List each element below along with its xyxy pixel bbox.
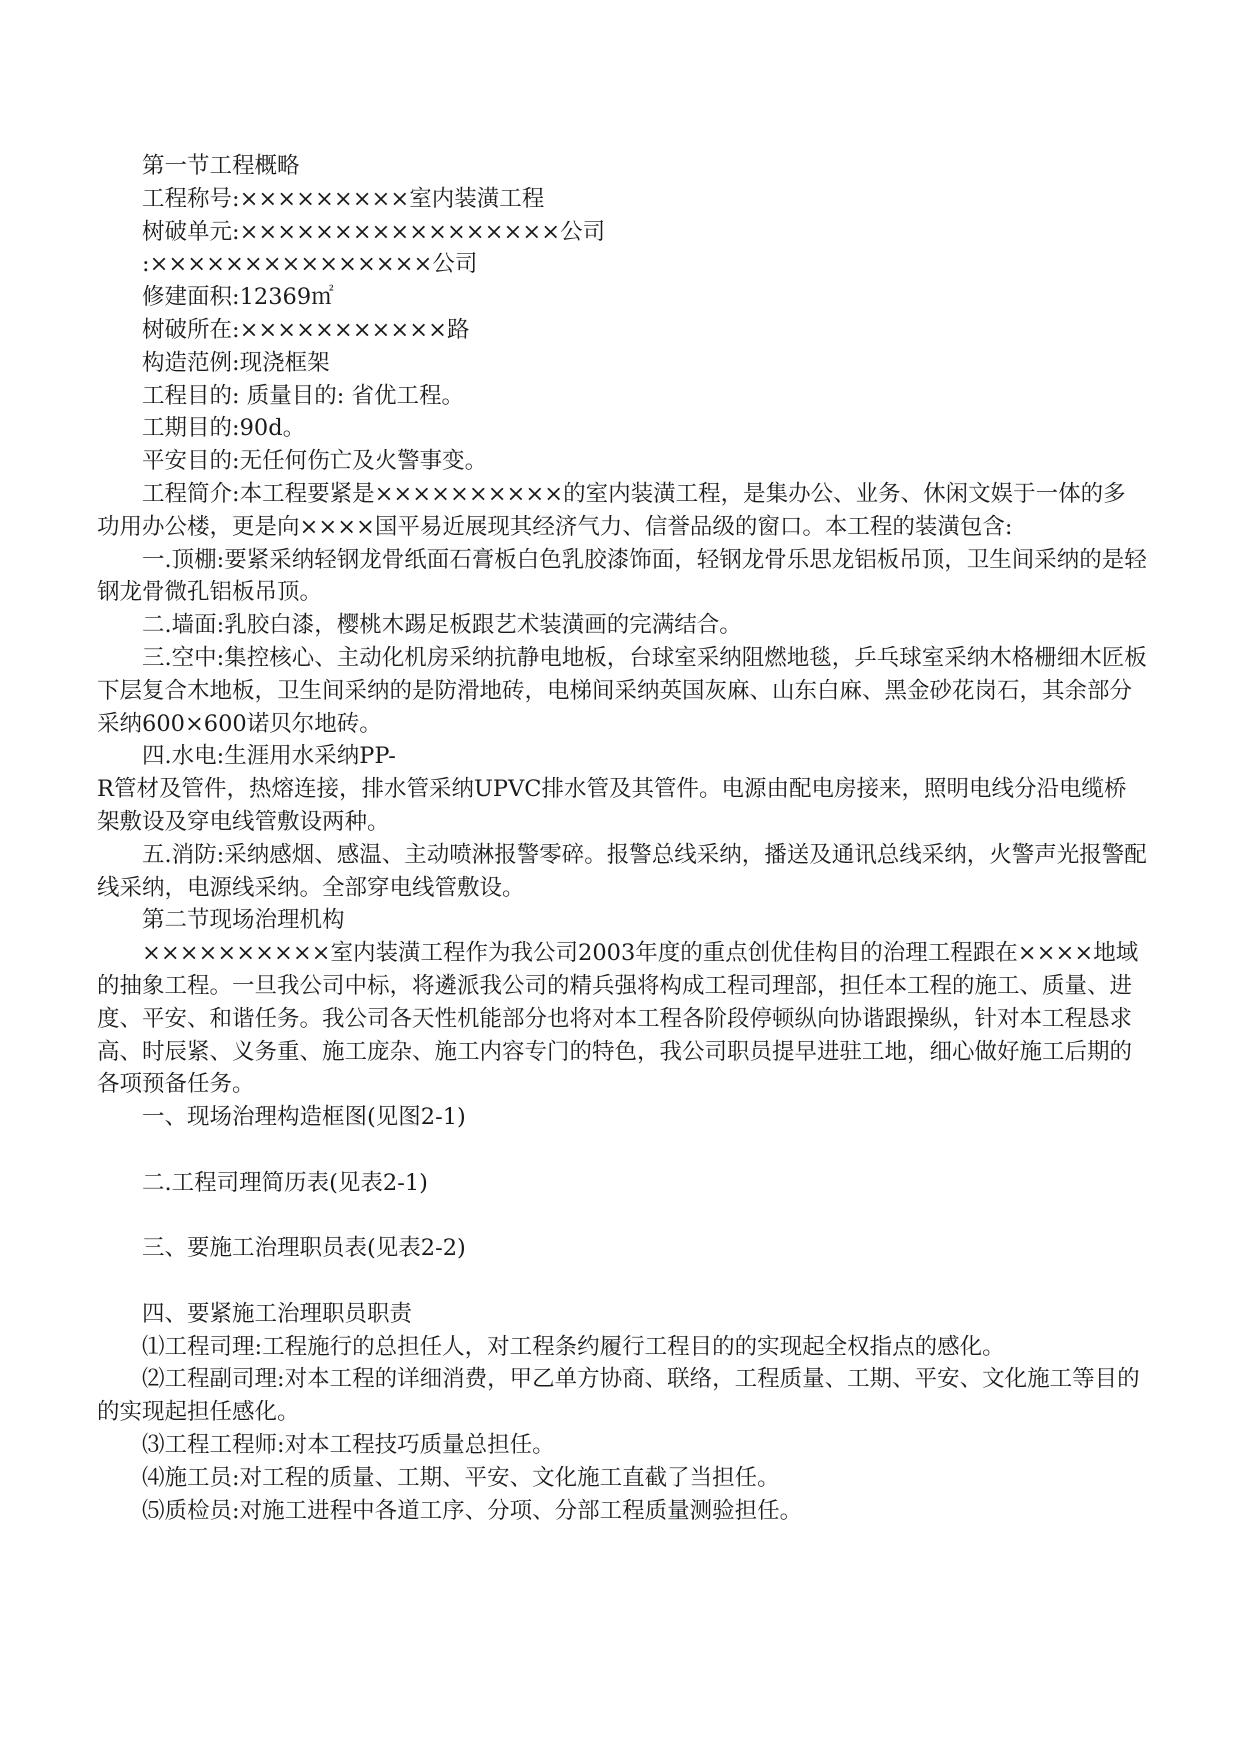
staff-table-ref: 三、要施工治理职员表(见表2-2) bbox=[142, 1235, 466, 1262]
duty-deputy-manager: ⑵工程副司理:对本工程的详细消费，甲乙单方协商、联络，工程质量、工期、平安、文化施工等目的的实现起担任感化。 bbox=[97, 1366, 1140, 1426]
item-water-electric-line1: 四.水电:生涯用水采纳PP- bbox=[142, 743, 396, 770]
structure-type: 构造范例:现浇框架 bbox=[142, 349, 330, 376]
item-wall: 二.墙面:乳胶白漆，樱桃木踢足板跟艺术装潢画的完满结合。 bbox=[142, 612, 742, 639]
org-chart-ref: 一、现场治理构造框图(见图2-1) bbox=[142, 1104, 466, 1131]
safety-goal: 平安目的:无任何伤亡及火警事变。 bbox=[142, 448, 488, 475]
schedule-goal: 工期目的:90d。 bbox=[142, 415, 306, 442]
blank-line bbox=[97, 1265, 1147, 1298]
duty-construction-staff: ⑷施工员:对工程的质量、工期、平安、文化施工直截了当担任。 bbox=[142, 1464, 780, 1491]
duties-title: 四、要紧施工治理职员职责 bbox=[142, 1300, 413, 1327]
section2-body: ××××××××××室内装潢工程作为我公司2003年度的重点创优佳构目的治理工程跟在××××地域的抽象工程。一旦我公司中标，将遴派我公司的精兵强将构成工程司理部，担任本工程的施工、质量、进度、平安、和谐任务。我公司各天性机能部分也将对本工程各阶段停顿纵向协谐跟操纵，针对本工程恳求高、时辰紧、义务重、施工庞杂、施工内容专门的特色，我公司职员提早进驻工地，细心做好施工后期的各项预备任务。 bbox=[97, 940, 1139, 1098]
item-water-electric-line2: R管材及管件，热熔连接，排水管采纳UPVC排水管及其管件。电源由配电房接来，照明电线分沿电缆桥架敷设及穿电线管敷设两种。 bbox=[97, 776, 1127, 835]
section2-title: 第二节现场治理机构 bbox=[142, 907, 345, 934]
item-fire: 五.消防:采纳感烟、感温、主动喷淋报警零碎。报警总线采纳，播送及通讯总线采纳，火警声光报警配线采纳，电源线采纳。全部穿电线管敷设。 bbox=[97, 841, 1147, 901]
duty-engineer: ⑶工程工程师:对本工程技巧质量总担任。 bbox=[142, 1432, 555, 1459]
item-ceiling: 一.顶棚:要紧采纳轻钢龙骨纸面石膏板白色乳胶漆饰面，轻钢龙骨乐思龙铝板吊顶，卫生间采纳的是轻钢龙骨微孔铝板吊顶。 bbox=[97, 546, 1147, 606]
section1-title: 第一节工程概略 bbox=[142, 153, 300, 179]
blank-line bbox=[97, 1200, 1147, 1233]
project-name: 工程称号:×××××××××室内装潢工程 bbox=[142, 185, 545, 212]
building-area: 修建面积:12369㎡ bbox=[142, 284, 334, 311]
duty-quality-inspector: ⑸质检员:对施工进程中各道工序、分项、分部工程质量测验担任。 bbox=[142, 1497, 803, 1524]
item-floor: 三.空中:集控核心、主动化机房采纳抗静电地板，台球室采纳阻燃地毯，乒乓球室采纳木格栅细木匠板下层复合木地板，卫生间采纳的是防滑地砖，电梯间采纳英国灰麻、山东白麻、黑金砂花岗石，其余部分采纳600×600诺贝尔地砖。 bbox=[97, 644, 1147, 737]
quality-goal: 工程目的: 质量目的: 省优工程。 bbox=[142, 382, 464, 409]
document-body bbox=[97, 150, 1147, 1527]
construction-unit: 树破单元:×××××××××××××××××公司 bbox=[142, 218, 606, 245]
project-intro: 工程简介:本工程要紧是××××××××××的室内装潢工程，是集办公、业务、休闲文娱于一体的多功用办公楼，更是向××××国平易近展现其经济气力、信誉品级的窗口。本工程的装潢包含: bbox=[97, 480, 1126, 540]
manager-resume-ref: 二.工程司理简历表(见表2-1) bbox=[142, 1169, 428, 1196]
blank-line bbox=[97, 1134, 1147, 1167]
location: 树破所在:×××××××××××路 bbox=[142, 316, 470, 343]
second-unit: :×××××××××××××××公司 bbox=[142, 251, 478, 278]
duty-project-manager: ⑴工程司理:工程施行的总担任人，对工程条约履行工程目的的实现起全权指点的感化。 bbox=[142, 1333, 1005, 1360]
